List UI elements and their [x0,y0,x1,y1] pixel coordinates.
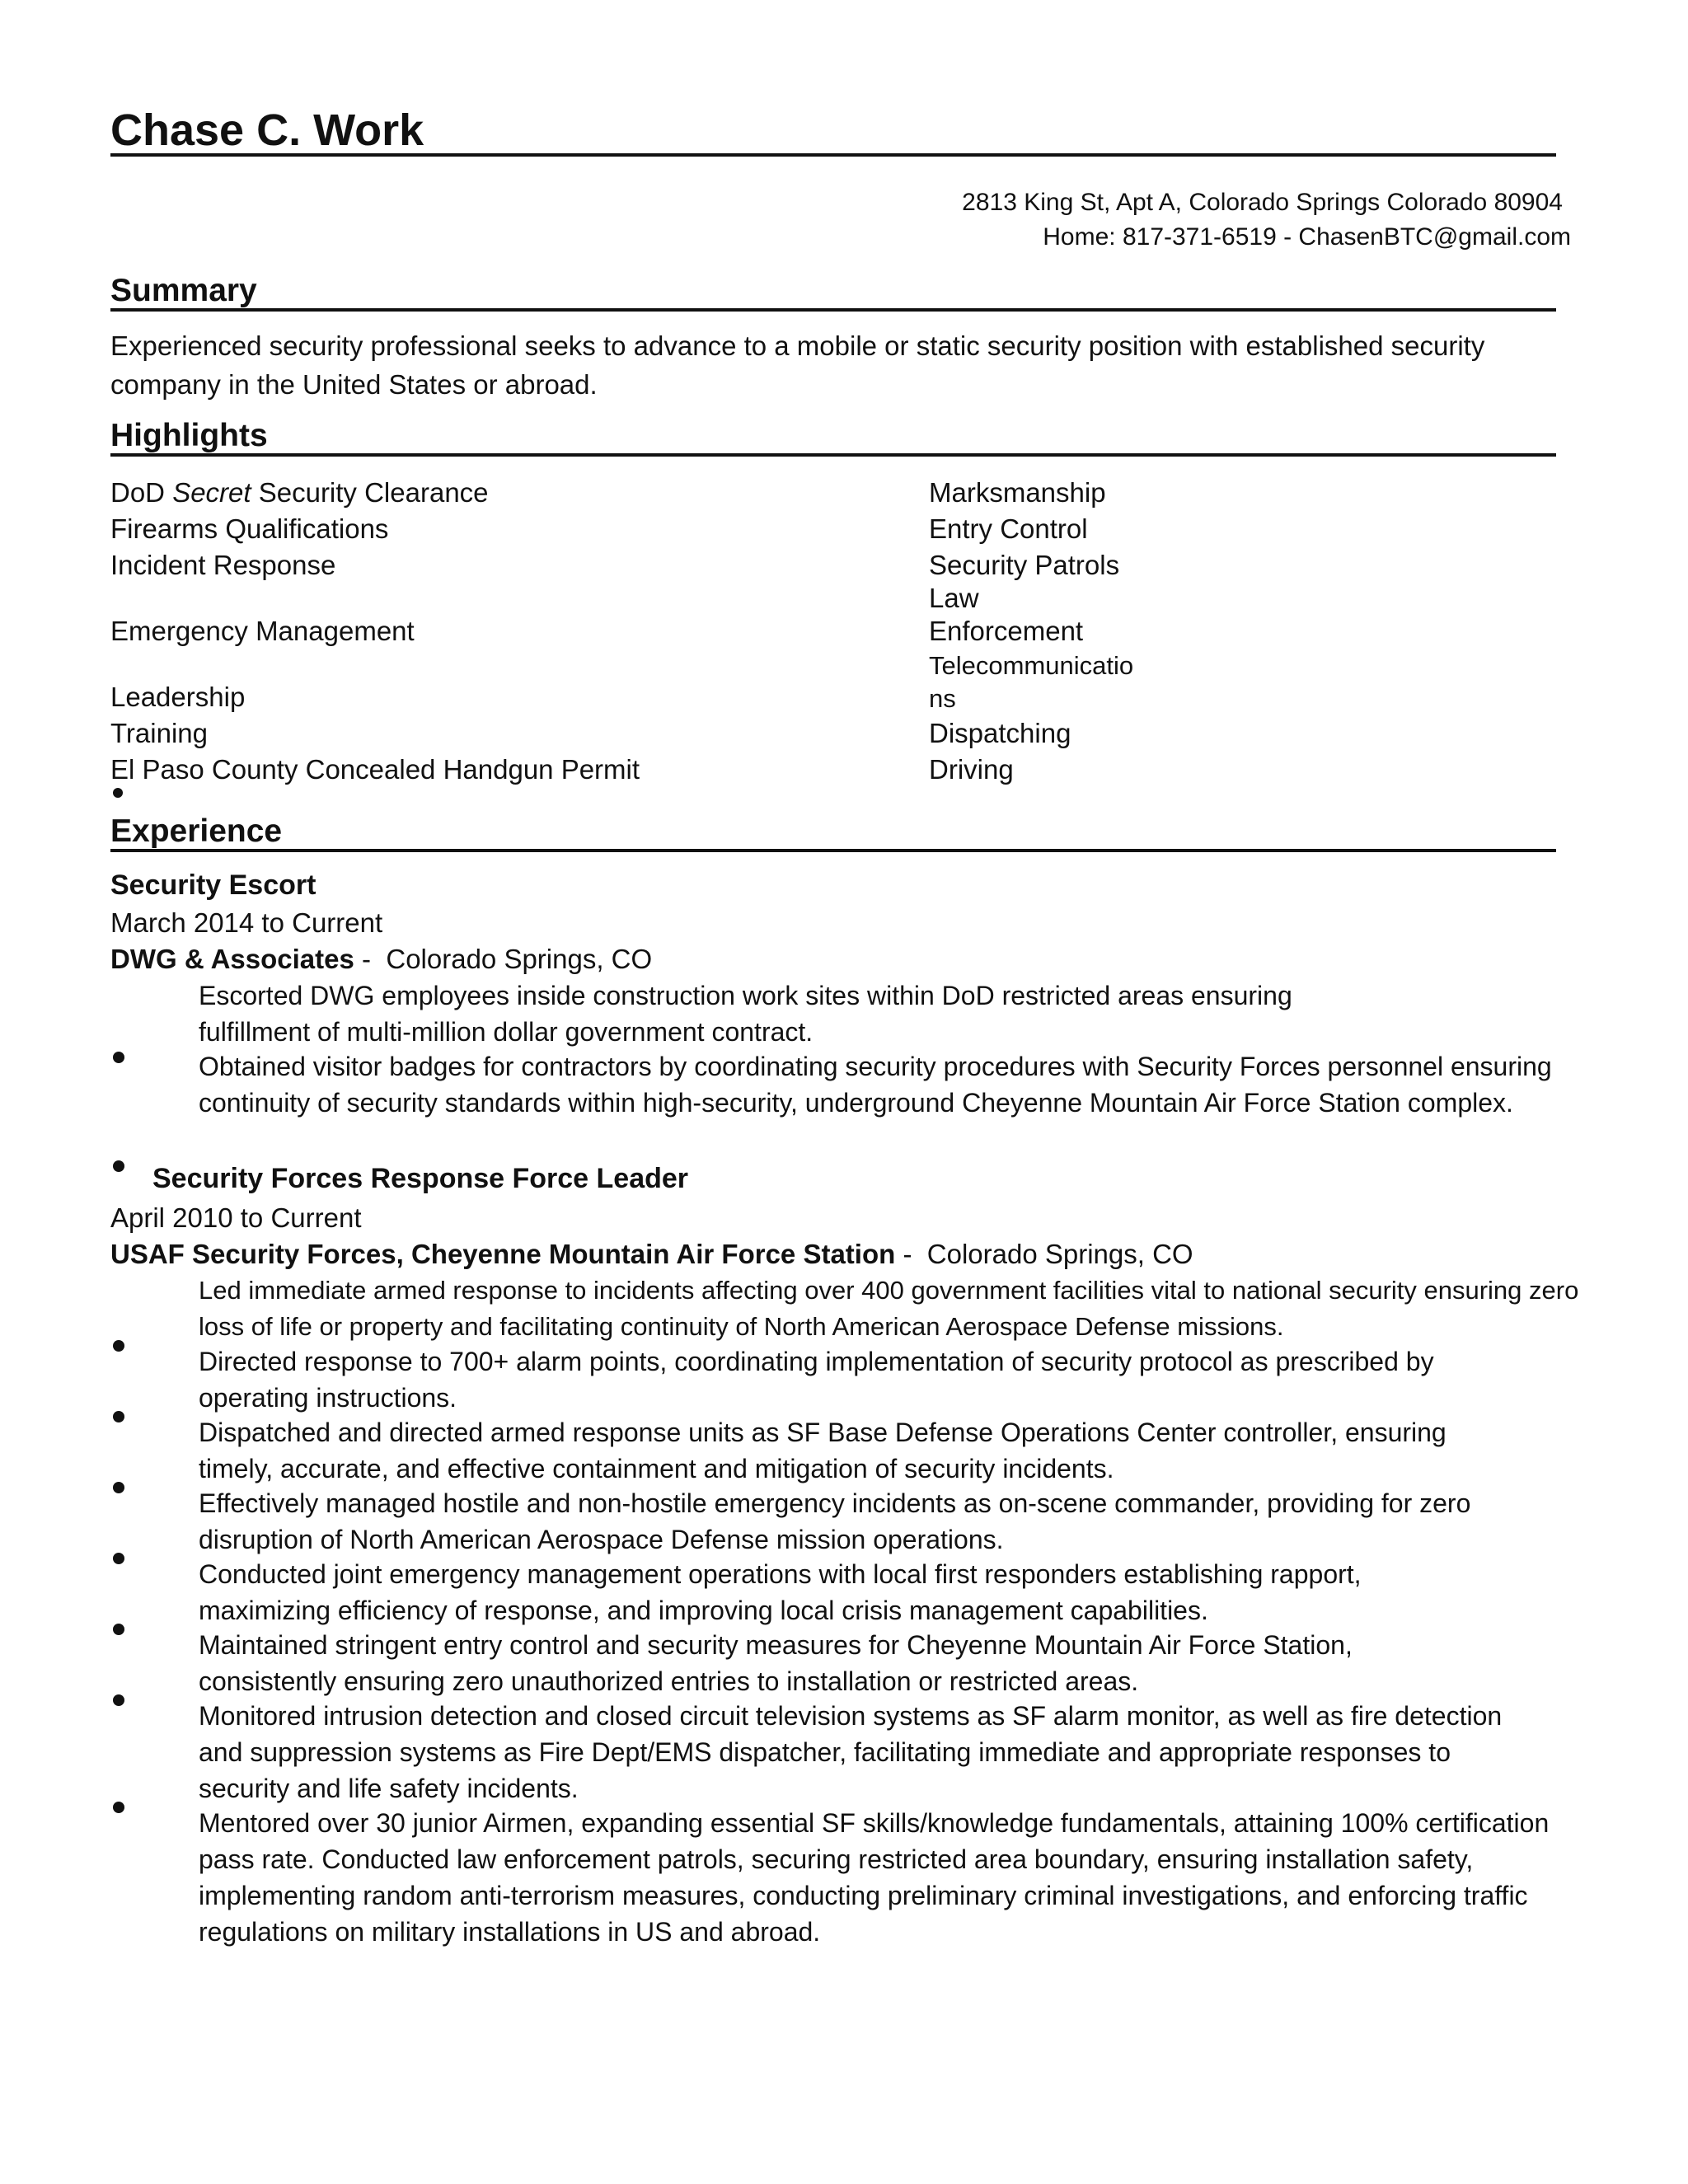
job-bullet: Monitored intrusion detection and closed circuit television systems as SF alarm monitor, as well as fire detection and suppression systems as Fire Dept/EMS dispatcher, facilitating immediate and appropriate responses to security and life safety incidents. [199,1701,1503,1803]
employer-separator: - [895,1239,920,1269]
employer-name: DWG & Associates [110,944,354,974]
section-title-summary: Summary [110,273,257,308]
job-bullet: Led immediate armed response to incidents affecting over 400 government facilities vital to national security ensuring zero loss of life or property and facilitating continuity of North American Aerospace Defense missions. [199,1276,1579,1341]
dod-suffix: Security Clearance [251,477,489,508]
highlight-item: El Paso County Concealed Handgun Permit [110,754,640,785]
job-bullet: Effectively managed hostile and non-hostile emergency incidents as on-scene commander, providing for zero disruption of North American Aerospace Defense mission operations. [199,1488,1471,1554]
dod-prefix: DoD [110,477,173,508]
highlight-item: Training [110,718,208,748]
bullet-icon [113,1052,124,1063]
secret-emphasis: Secret [172,477,251,508]
job-bullet: Dispatched and directed armed response units as SF Base Defense Operations Center controller, ensuring timely, accurate, and effective containment and mitigation of security incidents. [199,1418,1447,1483]
job-dates: April 2010 to Current [110,1202,362,1233]
job-location: Colorado Springs, CO [386,944,653,974]
job-bullet: Maintained stringent entry control and security measures for Cheyenne Mountain Air Force Station, consistently ensuring zero unauthorized entries to installation or restricted areas. [199,1630,1353,1696]
section-title-experience: Experience [110,813,283,849]
job-bullet: Mentored over 30 junior Airmen, expanding essential SF skills/knowledge fundamentals, attaining 100% certification pass rate. Conducted law enforcement patrols, securing restricted area boundary, ensuring installation safety, implementing random anti-terrorism measures, conducting preliminary criminal investigations, and enforcing traffic regulations on military installations in US and abroad. [199,1808,1550,1947]
highlight-item: Entry Control [929,513,1088,544]
section-title-highlights: Highlights [110,418,268,453]
name-divider [110,153,1556,157]
job-dates: March 2014 to Current [110,907,383,938]
job-bullet: Escorted DWG employees inside construction work sites within DoD restricted areas ensuring fulfillment of multi-million dollar government contract. [199,981,1292,1047]
bullet-icon [113,1624,124,1635]
job-location: Colorado Springs, CO [926,1239,1193,1269]
candidate-name: Chase C. Work [110,105,424,155]
bullet-icon [113,1694,124,1706]
highlight-item: Marksmanship [929,477,1106,508]
bullet-icon [113,1802,124,1813]
employer-separator: - [354,944,379,974]
highlight-item: Driving [929,754,1014,785]
highlight-item: Firearms Qualifications [110,513,389,544]
bullet-icon [113,788,123,798]
highlight-dod-clearance [110,475,489,511]
phone-email-line: Home: 817-371-6519 - ChasenBTC@gmail.com [1043,223,1571,251]
highlight-item: Leadership [110,682,246,712]
bullet-icon [113,1340,124,1352]
highlight-item: Incident Response [110,550,336,580]
highlight-item: ns [929,684,956,713]
highlight-item: Security Patrols [929,550,1120,580]
job-title: Security Forces Response Force Leader [152,1163,689,1194]
job-bullet: Conducted joint emergency management operations with local first responders establishing rapport, maximizing efficiency of response, and improving local crisis management capabilities. [199,1559,1362,1625]
summary-divider [110,308,1556,312]
highlight-item: Emergency Management [110,616,415,646]
bullet-icon [113,1160,124,1172]
bullet-icon [113,1411,124,1422]
highlight-item: Dispatching [929,718,1071,748]
highlight-item: Law [929,583,979,613]
bullet-icon [113,1482,124,1493]
summary-text: Experienced security professional seeks to advance to a mobile or static security position with established security company in the United States or abroad. [110,330,1485,400]
address-line: 2813 King St, Apt A, Colorado Springs Colorado 80904 [962,189,1563,216]
highlights-divider [110,453,1556,457]
job-bullet: Directed response to 700+ alarm points, coordinating implementation of security protocol as prescribed by operating instructions. [199,1347,1434,1413]
experience-divider [110,849,1556,852]
job-bullet: Obtained visitor badges for contractors by coordinating security procedures with Security Forces personnel ensuring continuity of security standards within high-security, underground Cheyenne Mountain Air Force Station complex. [199,1052,1552,1118]
job-employer-line [110,1236,1193,1272]
employer-name: USAF Security Forces, Cheyenne Mountain Air Force Station [110,1239,896,1269]
job-title: Security Escort [110,869,316,901]
highlight-item: Enforcement [929,616,1084,646]
highlight-item: Telecommunicatio [929,651,1134,680]
bullet-icon [113,1553,124,1564]
job-employer-line [110,941,652,977]
